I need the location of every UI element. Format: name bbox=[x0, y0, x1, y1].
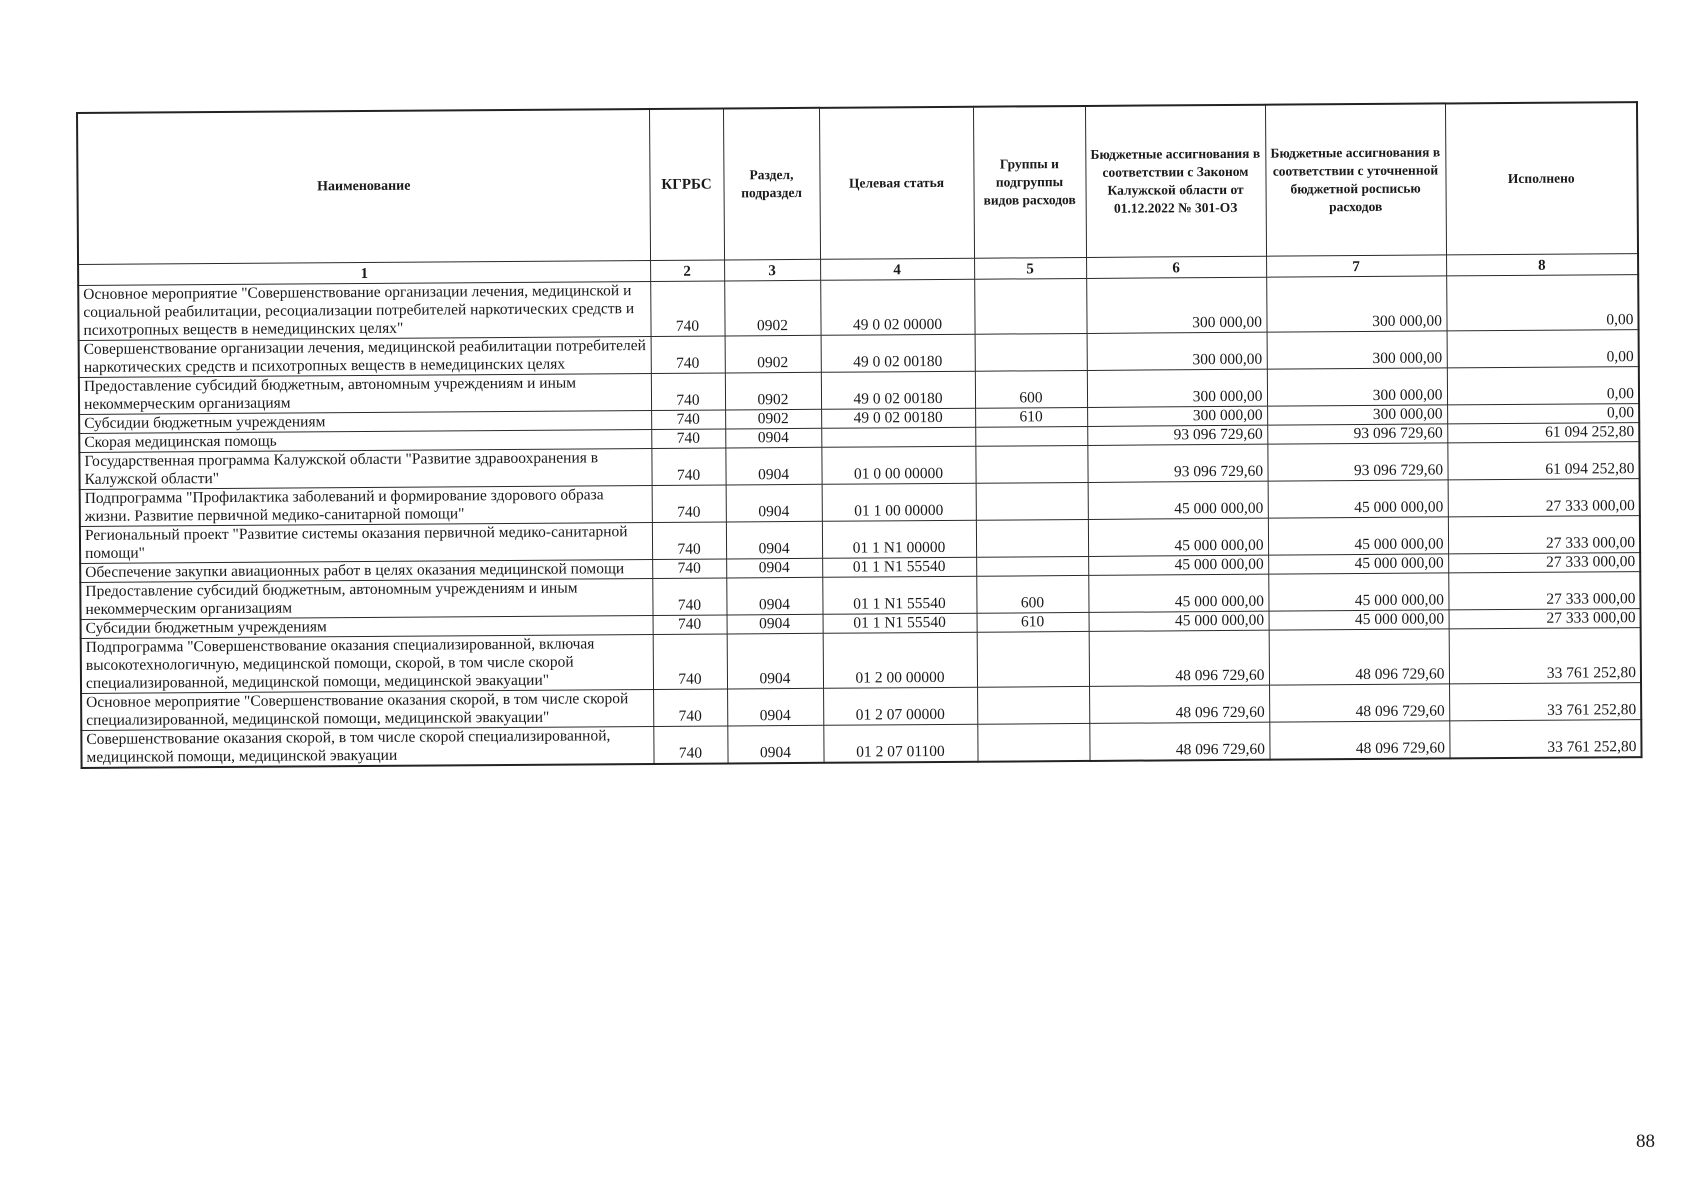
row-executed-amount: 61 094 252,80 bbox=[1447, 423, 1639, 443]
row-group bbox=[976, 519, 1088, 557]
table-row bbox=[81, 628, 1641, 694]
row-executed-amount: 0,00 bbox=[1447, 367, 1639, 405]
table-row bbox=[78, 275, 1638, 341]
document-sheet bbox=[76, 101, 1641, 769]
row-target: 01 1 N1 55540 bbox=[822, 557, 976, 577]
row-name: Подпрограмма "Совершенствование оказания специализированной, включая высокотехнологичную, медицинской помощи, скорой, в том числе скорой специализированной, медицинской помощи, медицинской эвакуации" bbox=[81, 634, 653, 693]
row-executed-amount: 27 333 000,00 bbox=[1448, 479, 1640, 517]
row-name: Предоставление субсидий бюджетным, автономным учреждениям и иным некоммерческим организациям bbox=[79, 373, 651, 414]
row-group bbox=[976, 556, 1088, 576]
row-executed-amount: 27 333 000,00 bbox=[1448, 572, 1640, 610]
column-number: 4 bbox=[820, 258, 974, 280]
row-name: Совершенствование оказания скорой, в том числе скорой специализированной, медицинской помощи, медицинской эвакуации bbox=[81, 726, 653, 767]
header-kgrbs: КГРБС bbox=[649, 108, 724, 260]
row-section: 0904 bbox=[726, 521, 822, 559]
row-updated-amount: 48 096 729,60 bbox=[1269, 684, 1449, 722]
row-updated-amount: 93 096 729,60 bbox=[1267, 443, 1447, 481]
row-updated-amount: 45 000 000,00 bbox=[1269, 610, 1449, 630]
row-kgrbs: 740 bbox=[653, 634, 727, 690]
row-executed-amount: 33 761 252,80 bbox=[1449, 683, 1641, 721]
row-law-amount: 300 000,00 bbox=[1087, 406, 1267, 426]
page-number: 88 bbox=[1636, 1131, 1655, 1152]
row-group bbox=[975, 333, 1087, 371]
row-group bbox=[977, 723, 1089, 761]
row-name: Обеспечение закупки авиационных работ в целях оказания медицинской помощи bbox=[80, 559, 652, 582]
row-section: 0902 bbox=[724, 280, 820, 336]
row-section: 0904 bbox=[726, 577, 822, 615]
row-law-amount: 300 000,00 bbox=[1087, 369, 1267, 407]
row-group bbox=[975, 426, 1087, 446]
row-section: 0902 bbox=[725, 372, 821, 410]
row-kgrbs: 740 bbox=[653, 726, 727, 764]
row-updated-amount: 45 000 000,00 bbox=[1268, 480, 1448, 518]
row-law-amount: 93 096 729,60 bbox=[1087, 444, 1267, 482]
row-name: Совершенствование организации лечения, медицинской реабилитации потребителей наркотических средств и психотропных веществ в немедицинских целях bbox=[79, 336, 651, 377]
header-section: Раздел, подраздел bbox=[723, 108, 820, 260]
row-target: 01 2 07 01100 bbox=[823, 724, 977, 763]
row-section: 0902 bbox=[725, 335, 821, 373]
row-law-amount: 45 000 000,00 bbox=[1088, 481, 1268, 519]
row-name: Основное мероприятие "Совершенствование организации лечения, медицинской и социальной реабилитации, ресоциализации потребителей наркотических средств и психотропных веществ в немедицинских целях" bbox=[78, 281, 650, 340]
row-executed-amount: 27 333 000,00 bbox=[1448, 516, 1640, 554]
row-kgrbs: 740 bbox=[651, 429, 725, 449]
row-law-amount: 45 000 000,00 bbox=[1088, 518, 1268, 556]
row-updated-amount: 300 000,00 bbox=[1267, 405, 1447, 425]
row-name: Основное мероприятие "Совершенствование оказания скорой, в том числе скорой специализированной, медицинской помощи, медицинской эвакуации" bbox=[81, 689, 653, 730]
header-law-allocations: Бюджетные ассигнования в соответствии с Законом Калужской области от 01.12.2022 № 301-ОЗ bbox=[1085, 105, 1266, 258]
row-target: 01 2 07 00000 bbox=[823, 687, 977, 725]
row-updated-amount: 300 000,00 bbox=[1266, 276, 1446, 332]
row-target: 49 0 02 00180 bbox=[821, 371, 975, 409]
row-law-amount: 300 000,00 bbox=[1087, 332, 1267, 370]
row-kgrbs: 740 bbox=[653, 615, 727, 635]
header-executed: Исполнено bbox=[1445, 102, 1638, 255]
row-name: Субсидии бюджетным учреждениям bbox=[79, 410, 651, 433]
row-law-amount: 48 096 729,60 bbox=[1089, 685, 1269, 723]
row-group: 610 bbox=[977, 612, 1089, 632]
row-kgrbs: 740 bbox=[653, 689, 727, 727]
header-name: Наименование bbox=[77, 109, 650, 264]
row-executed-amount: 0,00 bbox=[1447, 404, 1639, 424]
row-section: 0902 bbox=[725, 409, 821, 429]
row-target: 01 1 N1 55540 bbox=[822, 576, 976, 614]
row-target: 49 0 02 00000 bbox=[820, 279, 974, 335]
row-kgrbs: 740 bbox=[652, 485, 726, 523]
header-row bbox=[77, 102, 1638, 264]
row-executed-amount: 27 333 000,00 bbox=[1448, 553, 1640, 573]
row-kgrbs: 740 bbox=[652, 559, 726, 579]
row-executed-amount: 0,00 bbox=[1446, 275, 1638, 331]
row-group bbox=[977, 631, 1089, 687]
row-updated-amount: 48 096 729,60 bbox=[1269, 629, 1449, 685]
column-number: 5 bbox=[974, 257, 1086, 279]
header-updated-allocations: Бюджетные ассигнования в соответствии с уточненной бюджетной росписью расходов bbox=[1265, 103, 1446, 256]
header-target: Целевая статья bbox=[819, 107, 974, 260]
row-law-amount: 45 000 000,00 bbox=[1088, 574, 1268, 612]
row-target: 01 1 N1 55540 bbox=[823, 613, 977, 633]
row-executed-amount: 33 761 252,80 bbox=[1449, 720, 1641, 759]
column-number: 1 bbox=[78, 260, 650, 285]
row-law-amount: 45 000 000,00 bbox=[1088, 555, 1268, 575]
row-section: 0904 bbox=[727, 614, 823, 634]
row-kgrbs: 740 bbox=[650, 281, 724, 337]
row-updated-amount: 45 000 000,00 bbox=[1268, 573, 1448, 611]
row-executed-amount: 0,00 bbox=[1447, 330, 1639, 368]
row-target bbox=[821, 427, 975, 447]
row-law-amount: 48 096 729,60 bbox=[1089, 722, 1269, 761]
row-updated-amount: 45 000 000,00 bbox=[1268, 554, 1448, 574]
row-updated-amount: 300 000,00 bbox=[1267, 368, 1447, 406]
row-law-amount: 45 000 000,00 bbox=[1089, 611, 1269, 631]
row-section: 0904 bbox=[727, 688, 823, 726]
row-target: 49 0 02 00180 bbox=[821, 334, 975, 372]
row-kgrbs: 740 bbox=[652, 578, 726, 616]
row-updated-amount: 93 096 729,60 bbox=[1267, 424, 1447, 444]
row-law-amount: 48 096 729,60 bbox=[1089, 630, 1269, 686]
row-section: 0904 bbox=[727, 633, 823, 689]
column-number: 7 bbox=[1266, 255, 1446, 277]
row-kgrbs: 740 bbox=[651, 448, 725, 486]
row-kgrbs: 740 bbox=[651, 410, 725, 430]
row-kgrbs: 740 bbox=[652, 522, 726, 560]
column-number: 6 bbox=[1086, 256, 1266, 278]
column-number: 8 bbox=[1446, 254, 1638, 276]
row-name: Скорая медицинская помощь bbox=[79, 429, 651, 452]
row-target: 01 1 00 00000 bbox=[822, 483, 976, 521]
row-executed-amount: 27 333 000,00 bbox=[1449, 609, 1641, 629]
row-group bbox=[975, 445, 1087, 483]
row-group bbox=[976, 482, 1088, 520]
row-section: 0904 bbox=[727, 725, 823, 763]
row-law-amount: 300 000,00 bbox=[1086, 277, 1266, 333]
row-law-amount: 93 096 729,60 bbox=[1087, 425, 1267, 445]
row-group: 610 bbox=[975, 407, 1087, 427]
row-target: 01 2 00 00000 bbox=[823, 632, 977, 688]
budget-table bbox=[76, 101, 1643, 769]
row-name: Предоставление субсидий бюджетным, автономным учреждениям и иным некоммерческим организациям bbox=[80, 578, 652, 619]
row-kgrbs: 740 bbox=[651, 336, 725, 374]
row-group: 600 bbox=[976, 575, 1088, 613]
header-groups: Группы и подгруппы видов расходов bbox=[973, 106, 1086, 258]
row-target: 01 0 00 00000 bbox=[821, 446, 975, 484]
row-updated-amount: 48 096 729,60 bbox=[1269, 721, 1449, 760]
row-section: 0904 bbox=[726, 484, 822, 522]
row-name: Региональный проект "Развитие системы оказания первичной медико-санитарной помощи" bbox=[80, 522, 652, 563]
row-target: 01 1 N1 00000 bbox=[822, 520, 976, 558]
column-number: 3 bbox=[724, 259, 820, 281]
row-group bbox=[974, 278, 1086, 334]
row-group: 600 bbox=[975, 370, 1087, 408]
row-updated-amount: 300 000,00 bbox=[1267, 331, 1447, 369]
row-executed-amount: 33 761 252,80 bbox=[1449, 628, 1641, 684]
row-target: 49 0 02 00180 bbox=[821, 408, 975, 428]
row-name: Субсидии бюджетным учреждениям bbox=[81, 615, 653, 638]
row-section: 0904 bbox=[725, 447, 821, 485]
column-number: 2 bbox=[650, 260, 724, 282]
row-name: Государственная программа Калужской области "Развитие здравоохранения в Калужской области" bbox=[79, 448, 651, 489]
row-section: 0904 bbox=[725, 428, 821, 448]
row-executed-amount: 61 094 252,80 bbox=[1447, 442, 1639, 480]
row-updated-amount: 45 000 000,00 bbox=[1268, 517, 1448, 555]
row-kgrbs: 740 bbox=[651, 373, 725, 411]
row-group bbox=[977, 686, 1089, 724]
row-section: 0904 bbox=[726, 558, 822, 578]
row-name: Подпрограмма "Профилактика заболеваний и формирование здорового образа жизни. Развитие первичной медико-санитарной помощи" bbox=[80, 485, 652, 526]
